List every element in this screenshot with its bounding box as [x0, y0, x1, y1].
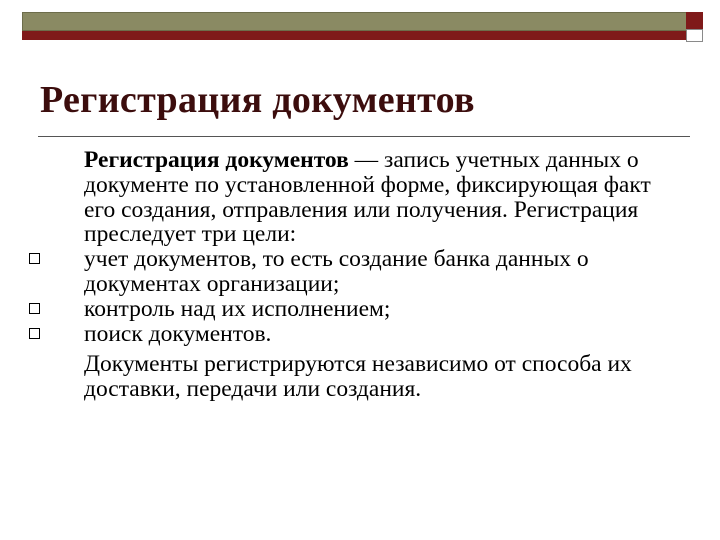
list-item-text: учет документов, то есть создание банка данных о документах организации;: [84, 246, 589, 297]
square-bullet-icon: [29, 328, 40, 339]
header-decorative-bar: [22, 12, 690, 40]
goals-list: [84, 247, 684, 346]
corner-square-maroon: [686, 12, 703, 29]
list-item: [84, 322, 684, 347]
intro-paragraph: [84, 148, 684, 247]
square-bullet-icon: [29, 253, 40, 264]
slide-title: Регистрация документов: [40, 79, 475, 121]
corner-decoration: [686, 12, 703, 42]
intro-term: Регистрация документов: [84, 147, 349, 173]
list-item-text: контроль над их исполнением;: [84, 295, 391, 322]
slide-body: [84, 148, 684, 402]
list-item-text: поиск документов.: [84, 320, 272, 347]
list-item: [84, 247, 684, 297]
intro-definition: — запись учетных данных о документе по установленной форме, фиксирующая факт его создания, отправления или получения. Регистрация преследует три цели:: [84, 147, 651, 248]
header-bar-olive: [22, 12, 690, 31]
header-bar-maroon: [22, 31, 690, 40]
closing-paragraph: Документы регистрируются независимо от способа их доставки, передачи или создания.: [84, 351, 632, 403]
corner-square-white: [686, 29, 703, 42]
title-divider: [38, 136, 690, 137]
square-bullet-icon: [29, 303, 40, 314]
list-item: [84, 297, 684, 322]
